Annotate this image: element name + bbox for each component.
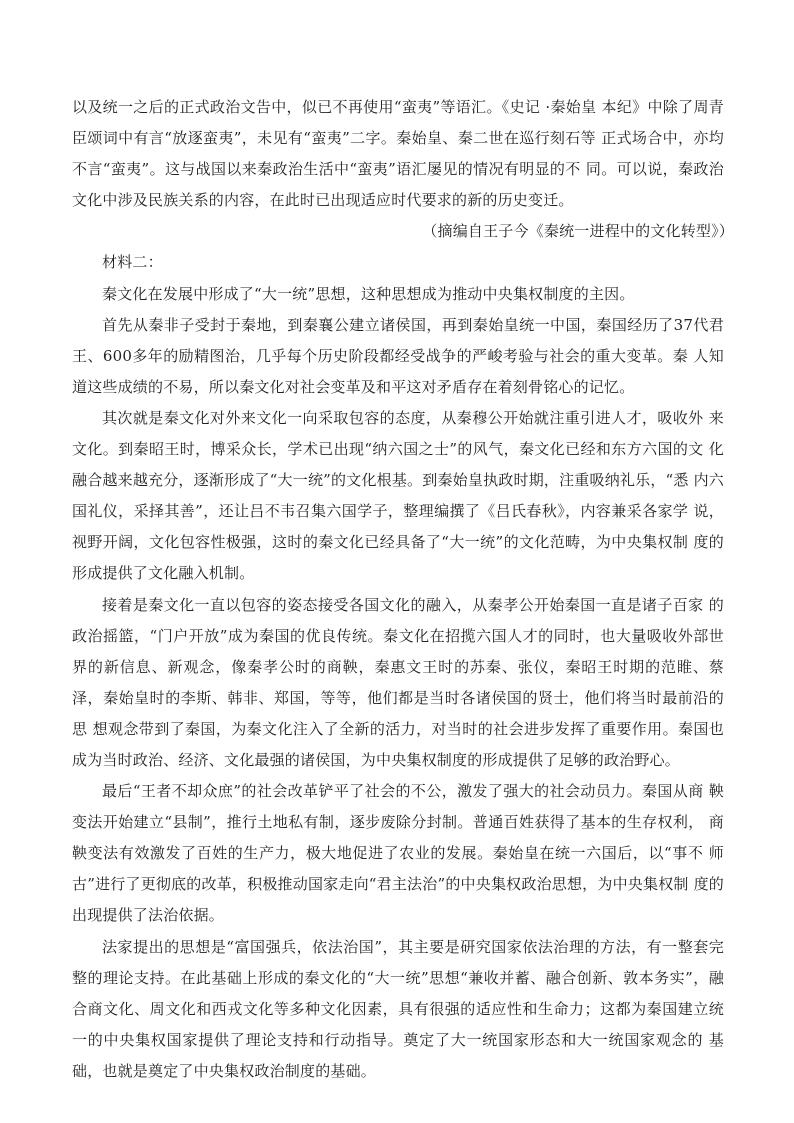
- material-label: 材料二：: [102, 253, 163, 272]
- paragraph-thesis: 秦文化在发展中形成了“大一统”思想，这种思想成为推动中央集权制度的主因。: [102, 284, 635, 303]
- paragraph-continuation: 以及统一之后的正式政治文告中，似已不再使用“蛮夷”等语汇。《史记 ·秦始皇 本纪》中除了周青臣颂词中有言“放逐蛮夷”，未见有“蛮夷”二字。秦始皇、秦二世在巡行刻石等 正式场合中，亦均不言“蛮夷”。这与战国以来秦政治生活中“蛮夷”语汇屡见的情况有明显的不 同。可以说，秦政治文化中涉及民族关系的内容，在此时已出现适应时代要求的新的历史变迁。: [72, 98, 724, 210]
- paragraph-fourth: 最后“王者不却众庶”的社会改革铲平了社会的不公，激发了强大的社会动员力。秦国从商 鞅变法开始建立“县制”，推行土地私有制，逐步废除分封制。普通百姓获得了基本的生存权利， 商鞅变法有效激发了百姓的生产力，极大地促进了农业的发展。秦始皇在统一六国后，以“事不 师古”进行了更彻底的改革，积极推动国家走向“君主法治”的中央集权政治思想，为中央集权制 度的出现提供了法治依据。: [72, 782, 724, 925]
- source-citation: （摘编自王子今《秦统一进程中的文化转型》）: [422, 222, 734, 241]
- document-page: [72, 92, 734, 1087]
- paragraph-conclusion: 法家提出的思想是“富国强兵，依法治国”，其主要是研究国家依法治理的方法，有一整套完 整的理论支持。在此基础上形成的秦文化的“大一统”思想“兼收并蓄、融合创新、敦本务实”，融 合商文化、周文化和西戎文化等多种文化因素，具有很强的适应性和生命力；这都为秦国建立统 一的中央集权国家提供了理论支持和行动指导。奠定了大一统国家形态和大一统国家观念的 基础，也就是奠定了中央集权政治制度的基础。: [72, 937, 724, 1080]
- paragraph-second: 其次就是秦文化对外来文化一向采取包容的态度，从秦穆公开始就注重引进人才，吸收外 来文化。到秦昭王时，博采众长，学术已出现“纳六国之士”的风气，秦文化已经和东方六国的文 化融合越来越充分，逐渐形成了“大一统”的文化根基。到秦始皇执政时期，注重吸纳礼乐，“悉 内六国礼仪，采择其善”，还让吕不韦召集六国学子，整理编撰了《吕氏春秋》，内容兼采各家学 说，视野开阔，文化包容性极强，这时的秦文化已经具备了“大一统”的文化范畴，为中央集权制 度的形成提供了文化融入机制。: [72, 408, 724, 583]
- paragraph-third: 接着是秦文化一直以包容的姿态接受各国文化的融入，从秦孝公开始秦国一直是诸子百家 的政治摇篮，“门户开放”成为秦国的优良传统。秦文化在招揽六国人才的同时，也大量吸收外部世界的新信息、新观念，像秦孝公时的商鞅，秦惠文王时的苏秦、张仪，秦昭王时期的范睢、蔡 泽，秦始皇时的李斯、韩非、郑国，等等，他们都是当时各诸侯国的贤士，他们将当时最前沿的思 想观念带到了秦国，为秦文化注入了全新的活力，对当时的社会进步发挥了重要作用。秦国也 成为当时政治、经济、文化最强的诸侯国，为中央集权制度的形成提供了足够的政治野心。: [72, 595, 724, 769]
- paragraph-first: 首先从秦非子受封于秦地，到秦襄公建立诸侯国，再到秦始皇统一中国，秦国经历了37代君王、600多年的励精图治，几乎每个历史阶段都经受战争的严峻考验与社会的重大变革。秦 人知道这些成绩的不易，所以秦文化对社会变革及和平这对矛盾存在着刻骨铭心的记忆。: [72, 315, 724, 396]
